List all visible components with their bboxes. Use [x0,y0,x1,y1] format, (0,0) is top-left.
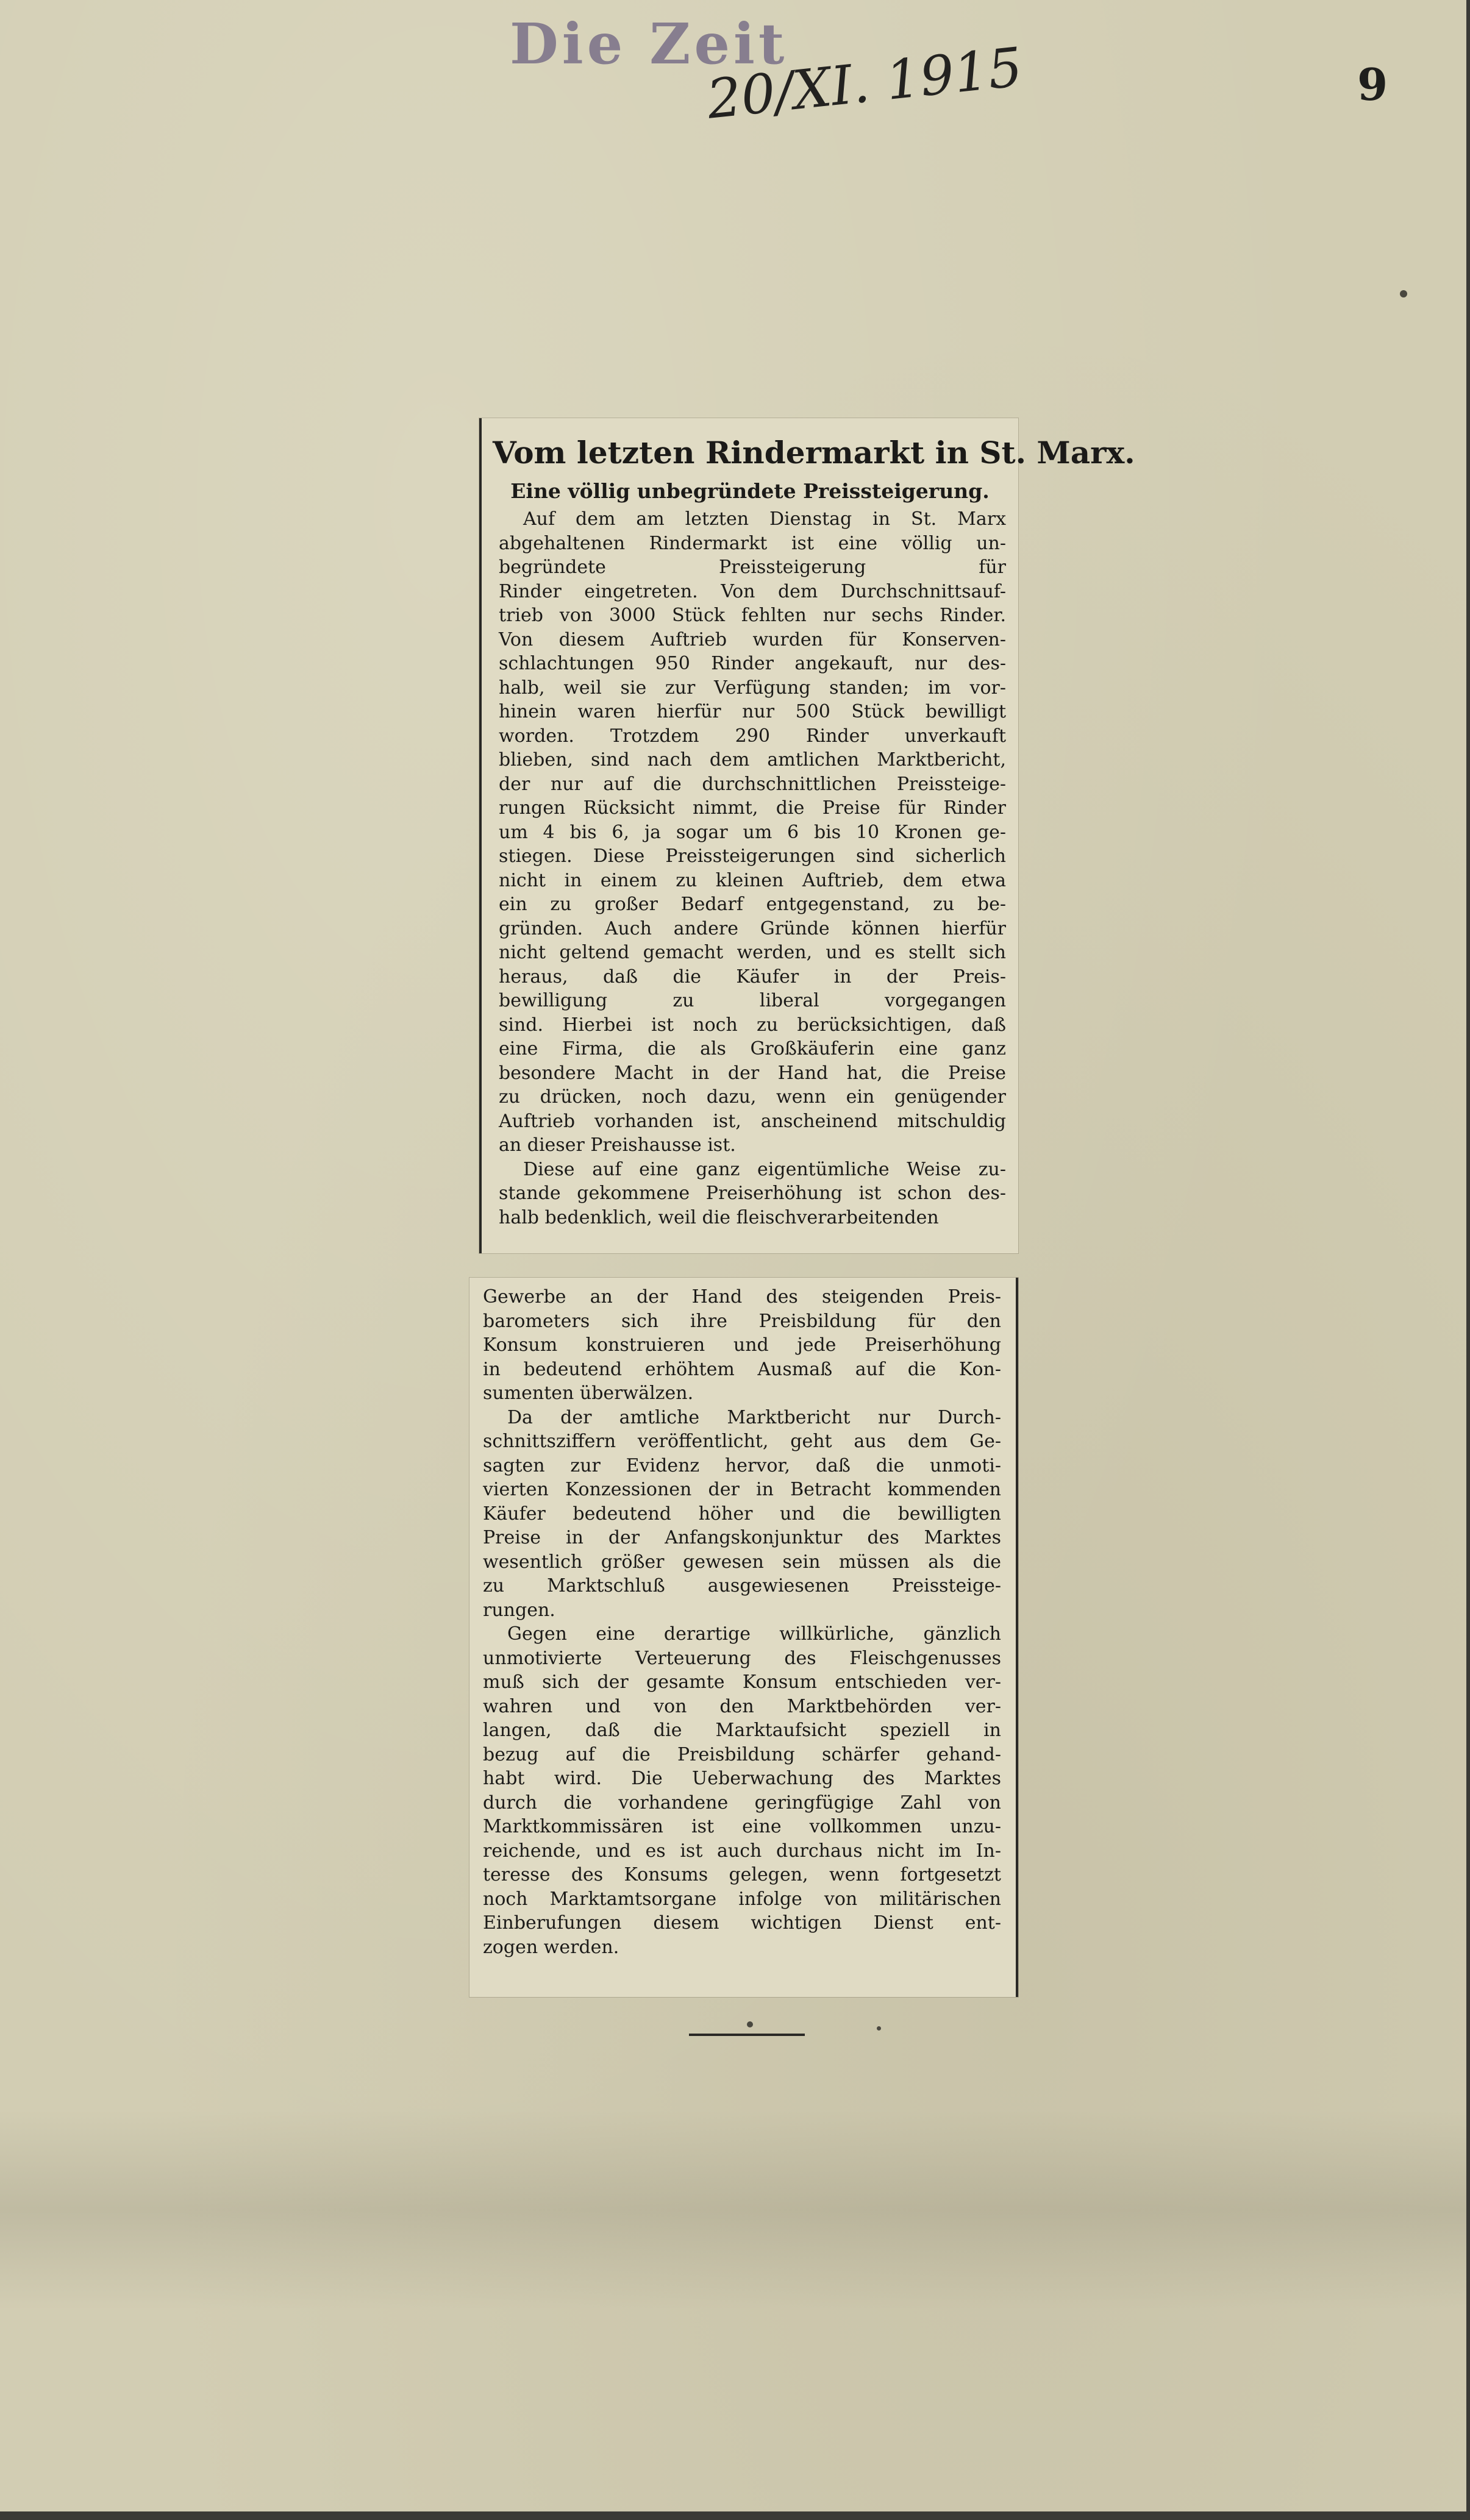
article-line: eine Firma, die als Großkäuferin eine ganz [499,1038,1006,1059]
article-line: reichende, und es ist auch durchaus nicht im In- [483,1840,1001,1862]
article-line: durch die vorhandene geringfügige Zahl von [483,1792,1001,1813]
article-column-2 [483,1285,1001,1959]
article-line: wesentlich größer gewesen sein müssen als die [483,1551,1001,1573]
article-line: schlachtungen 950 Rinder angekauft, nur des- [499,653,1006,674]
article-line: der nur auf die durchschnittlichen Preissteige- [499,773,1006,795]
article-line: wahren und von den Marktbehörden ver- [483,1695,1001,1717]
clipping-part-2 [469,1278,1018,1997]
article-line: halb, weil sie zur Verfügung standen; im vor- [499,677,1006,699]
article-line: barometers sich ihre Preisbildung für den [483,1310,1001,1332]
article-line: muß sich der gesamte Konsum entschieden ver- [483,1671,1001,1693]
article-line: teresse des Konsums gelegen, wenn fortgesetzt [483,1864,1001,1885]
article-line: rungen Rücksicht nimmt, die Preise für Rinder [499,797,1006,819]
article-line: Konsum konstruieren und jede Preiserhöhung [483,1334,1001,1356]
article-line: worden. Trotzdem 290 Rinder unverkauft [499,725,1006,747]
article-line: begründete Preissteigerung für [499,557,1006,578]
article-line: halb bedenklich, weil die fleischverarbeitenden [499,1206,939,1228]
article-line: Rinder eingetreten. Von dem Durchschnittsauf- [499,580,1006,602]
newspaper-stamp: Die Zeit [510,11,788,77]
article-line: stiegen. Diese Preissteigerungen sind sicherlich [499,845,1006,867]
article-line: stande gekommene Preiserhöhung ist schon des- [499,1183,1006,1204]
article-line: Diese auf eine ganz eigentümliche Weise zu- [523,1158,1006,1180]
article-line: zu drücken, noch dazu, wenn ein genügender [499,1086,1006,1108]
end-rule [689,2034,805,2036]
paper-speck [877,2026,881,2031]
article-line: trieb von 3000 Stück fehlten nur sechs Rinder. [499,605,1006,626]
article-line: zu Marktschluß ausgewiesenen Preissteige- [483,1575,1001,1596]
article-line: Einberufungen diesem wichtigen Dienst ent- [483,1912,1001,1934]
article-line: nicht geltend gemacht werden, und es stellt sich [499,942,1006,963]
article-line: heraus, daß die Käufer in der Preis- [499,966,1006,988]
article-line: Von diesem Auftrieb wurden für Konserven- [499,628,1006,650]
handwritten-date: 20/XI. 1915 [704,35,1026,131]
article-line: bewilligung zu liberal vorgegangen [499,990,1006,1011]
article-line: Käufer bedeutend höher und die bewilligten [483,1503,1001,1525]
article-line: zogen werden. [483,1936,619,1958]
article-line: sagten zur Evidenz hervor, daß die unmoti- [483,1454,1001,1476]
article-line: in bedeutend erhöhtem Ausmaß auf die Kon- [483,1358,1001,1380]
article-subheadline: Eine völlig unbegründete Preissteigerung. [510,479,990,503]
page-number: 9 [1357,59,1388,110]
article-line: sumenten überwälzen. [483,1383,694,1404]
article-line: an dieser Preishausse ist. [499,1134,736,1156]
article-line: rungen. [483,1599,555,1621]
article-line: Gewerbe an der Hand des steigenden Preis- [483,1286,1001,1308]
article-line: hinein waren hierfür nur 500 Stück bewilligt [499,701,1006,722]
article-line: habt wird. Die Ueberwachung des Marktes [483,1768,1001,1789]
paper-speck [747,2021,753,2027]
article-line: blieben, sind nach dem amtlichen Marktbericht, [499,749,1006,771]
article-line: Gegen eine derartige willkürliche, gänzlich [507,1623,1001,1645]
article-line: bezug auf die Preisbildung schärfer gehand- [483,1743,1001,1765]
article-line: gründen. Auch andere Gründe können hierfür [499,917,1006,939]
article-line: Auf dem am letzten Dienstag in St. Marx [523,508,1006,530]
article-line: vierten Konzessionen der in Betracht kommenden [483,1479,1001,1500]
article-line: besondere Macht in der Hand hat, die Preise [499,1062,1006,1084]
article-line: um 4 bis 6, ja sogar um 6 bis 10 Kronen ge- [499,821,1006,843]
article-line: schnittsziffern veröffentlicht, geht aus dem Ge- [483,1431,1001,1452]
article-line: Preise in der Anfangskonjunktur des Marktes [483,1527,1001,1548]
article-line: sind. Hierbei ist noch zu berücksichtigen, daß [499,1014,1006,1036]
article-line: nicht in einem zu kleinen Auftrieb, dem etwa [499,869,1006,891]
article-line: ein zu großer Bedarf entgegenstand, zu be- [499,894,1006,915]
article-line: Marktkommissären ist eine vollkommen unzu- [483,1816,1001,1837]
article-line: langen, daß die Marktaufsicht speziell in [483,1720,1001,1741]
paper-speck [1400,290,1407,297]
article-line: Auftrieb vorhanden ist, anscheinend mitschuldig [499,1110,1006,1132]
article-column-1 [499,507,1006,1230]
article-headline: Vom letzten Rindermarkt in St. Marx. [493,435,1135,471]
article-line: Da der amtliche Marktbericht nur Durch- [507,1406,1001,1428]
article-line: noch Marktamtsorgane infolge von militärischen [483,1888,1001,1910]
article-line: unmotivierte Verteuerung des Fleischgenusses [483,1647,1001,1669]
article-line: abgehaltenen Rindermarkt ist eine völlig un- [499,532,1006,554]
clipping-part-1 [479,418,1135,1253]
